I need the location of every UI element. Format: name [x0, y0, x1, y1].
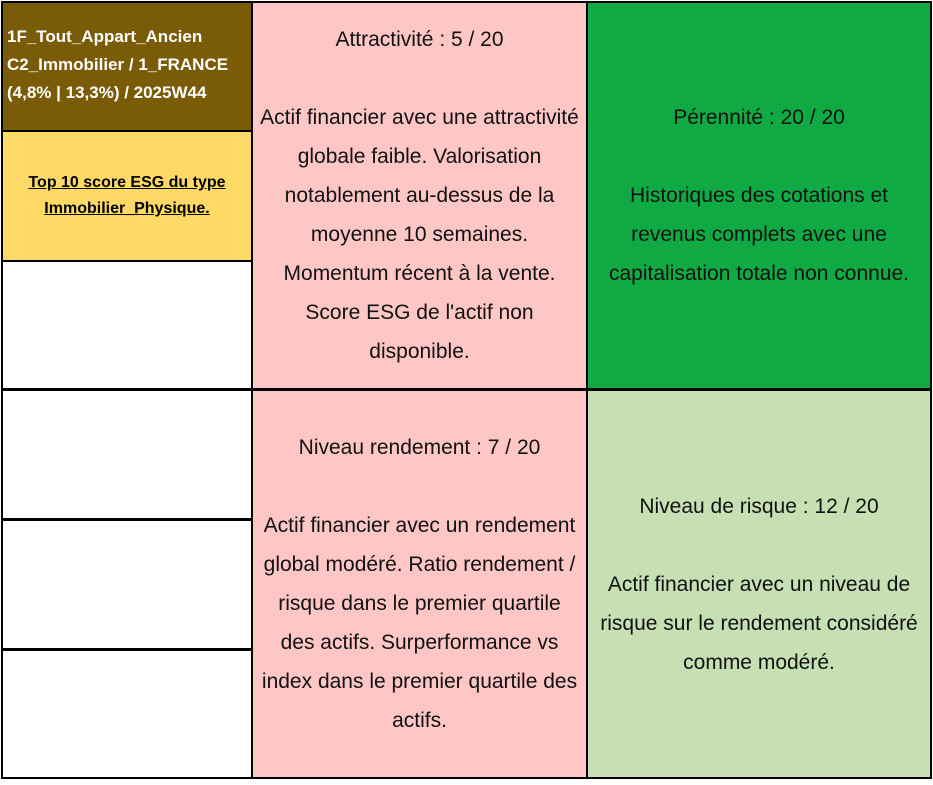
- risque-card: [586, 389, 932, 779]
- risque-title: Niveau de risque : 12 / 20: [639, 494, 879, 518]
- empty-cell-3: [1, 519, 253, 650]
- perennite-title: Pérennité : 20 / 20: [673, 106, 845, 129]
- top10-esg-link[interactable]: [1, 130, 253, 262]
- empty-cell-2: [1, 389, 253, 520]
- asset-stats: (4,8% | 13,3%) / 2025W44: [7, 83, 207, 102]
- perennite-text: Historiques des cotations et revenus complets avec une capitalisation totale non connue.: [608, 184, 910, 285]
- asset-name: 1F_Tout_Appart_Ancien: [7, 27, 203, 46]
- top10-line1: Top 10 score ESG du type: [28, 174, 226, 191]
- asset-header: [1, 1, 253, 132]
- attractivite-text: Actif financier avec une attractivité globale faible. Valorisation notablement au-dessus de la moyenne 10 semaines. Momentum récent à la vente. Score ESG de l'actif non disponible.: [260, 106, 579, 363]
- empty-cell-4: [1, 649, 253, 779]
- empty-cell-1: [1, 260, 253, 390]
- attractivite-card: [251, 1, 588, 390]
- asset-category: C2_Immobilier / 1_FRANCE: [7, 55, 229, 74]
- risque-text: Actif financier avec un niveau de risque sur le rendement considéré comme modéré.: [600, 572, 918, 674]
- rendement-text: Actif financier avec un rendement global modéré. Ratio rendement / risque dans le premier quartile des actifs. Surperformance vs index dans le premier quartile des actifs.: [261, 514, 578, 732]
- perennite-card: [586, 1, 932, 390]
- rendement-card: [251, 389, 588, 779]
- attractivite-title: Attractivité : 5 / 20: [335, 28, 504, 51]
- rendement-title: Niveau rendement : 7 / 20: [298, 436, 541, 459]
- top10-line2: Immobilier_Physique.: [44, 200, 210, 217]
